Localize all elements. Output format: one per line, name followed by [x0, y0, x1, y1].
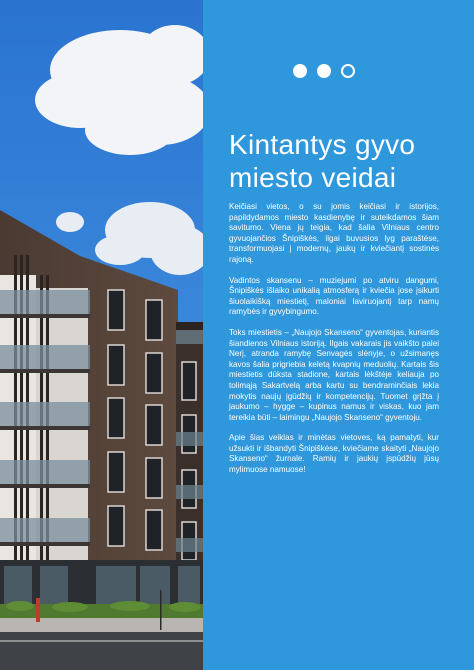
paragraph-4: Apie šias veiklas ir minėtas vietoves, ką pamatyti, kur užsukti ir išbandyti Šnipiškėse, kviečiame skaityti „Naujojo Skanseno“ žurnale. Ramių ir jaukių įspūdžių jūsų mylimuose namuose!	[229, 433, 439, 475]
balcony-stack	[0, 255, 90, 605]
road	[0, 632, 203, 670]
page-dot-3	[341, 64, 355, 78]
sidewalk	[0, 618, 203, 632]
article-title	[229, 128, 464, 194]
paragraph-1: Keičiasi vietos, o su jomis keičiasi ir istorijos, papildydamos miesto kasdienybę ir suteikdamos šiam savitumo. Viena jų teigia, kad šalia Vilniaus centro gyvuojančios Šnipiškės, ilgai buvusios lyg paraštėse, transformuojasi į modernų, jaukų ir kviečiantį sostinės rajoną.	[229, 202, 439, 264]
street-post	[160, 590, 162, 630]
paragraph-3: Toks miestietis – „Naujojo Skanseno“ gyventojas, kuriantis šiandienos Vilniaus istoriją. Ilgais vakarais jis vaikšto palei Nerį, atranda ramybę Senvagės slėnyje, o užsimanęs kavos šalia prigriebia keletą kvapnių meduolių. Kartais šis miestietis dūksta stadione, kartais lėkštėje keliauja po tolimąją Sakartvelą arba kartu su bendraminčiais lekia mokytis naujų įgūdžių ir kompetencijų. Tuomet grįžta į jaukumo – hygge – kupinus namus ir viskas, kuo jam tereikia būti – laimingu „Naujojo Skanseno“ gyventoju.	[229, 327, 439, 422]
building-illustration	[0, 0, 203, 670]
title-line-2: miesto veidai	[229, 162, 397, 193]
paragraph-2: Vadintos skansenu – muziejumi po atviru dangumi, Šnipiškės išlaiko unikalią atmosferą ir kviečia jose įsikurti šiuolaikišką miestietį, maloniai laviruojantį tarp namų ramybės ir gyvybingumo.	[229, 275, 439, 317]
title-line-1: Kintantys gyvo	[229, 129, 416, 160]
page-dot-2	[317, 64, 331, 78]
fire-hydrant	[36, 598, 40, 622]
article-body	[229, 202, 439, 486]
text-panel	[203, 0, 474, 670]
page-dot-1	[293, 64, 307, 78]
page-indicator	[293, 64, 355, 78]
building-photo	[0, 0, 203, 670]
